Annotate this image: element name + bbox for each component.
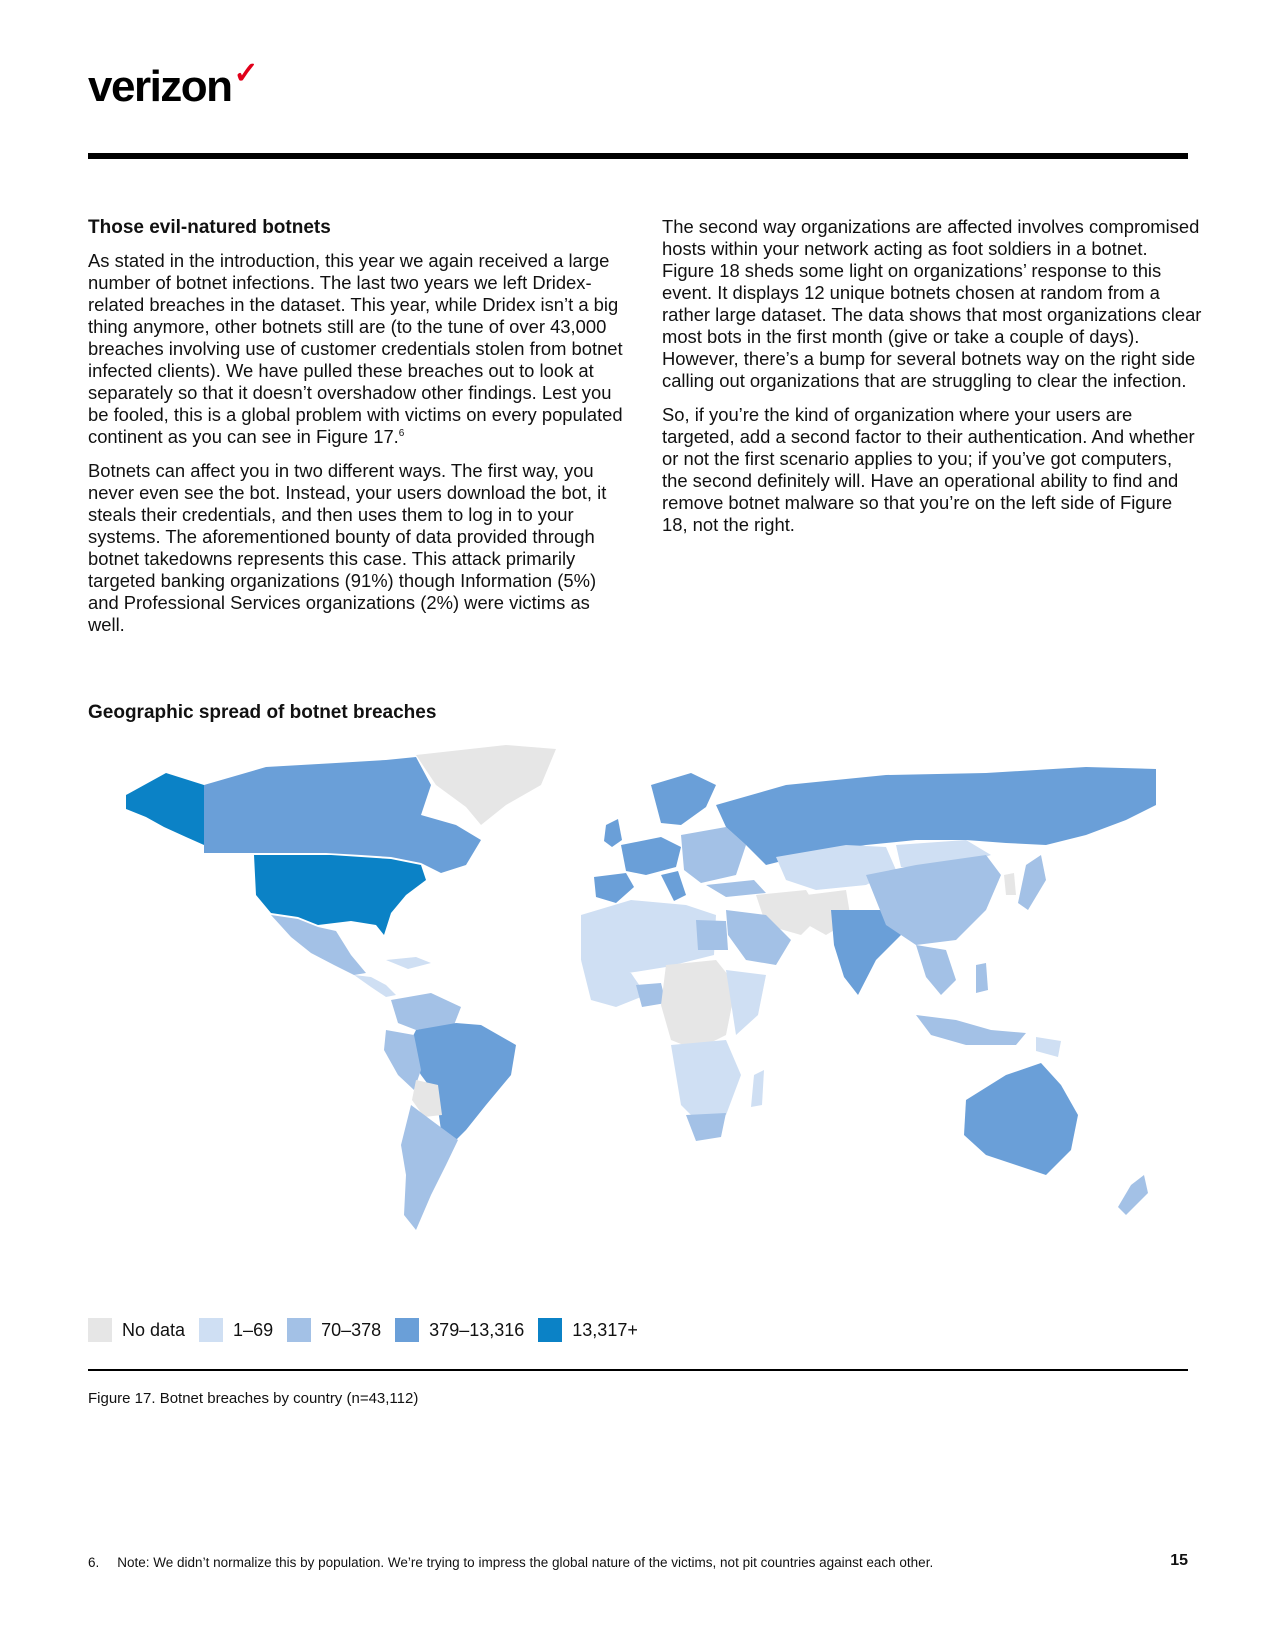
map-region-caribbean	[386, 957, 431, 969]
section-heading: Those evil-natured botnets	[88, 217, 331, 238]
legend-item-13317-plus: 13,317+	[538, 1318, 638, 1342]
legend-swatch	[199, 1318, 223, 1342]
map-region-france-germany	[621, 837, 681, 875]
map-region-central-america	[354, 975, 396, 997]
legend-swatch	[287, 1318, 311, 1342]
header-rule	[88, 153, 1188, 159]
map-region-scandinavia	[651, 773, 716, 825]
logo-wordmark: verizon	[88, 62, 232, 111]
legend-swatch	[88, 1318, 112, 1342]
right-paragraph-1: The second way organizations are affected involves compromised hosts within your network acting as foot soldiers in a botnet. Figure 18 sheds some light on organizations’ response to this event. It displays 12 unique botnets chosen at random from a rather large dataset. The data shows that most organizations clear most bots in the first month (give or take a couple of days). However, there’s a bump for several botnets way on the right side calling out organizations that are struggling to clear the infection.	[662, 216, 1202, 391]
map-region-egypt	[696, 920, 728, 950]
logo-check-icon: ✓	[233, 57, 258, 90]
left-paragraph-2: Botnets can affect you in two different ways. The first way, you never even see the bot. Instead, your users download the bot, it steals their credentials, and then uses them to log in to your systems. The aforementioned bounty of data provided through botnet takedowns represents this case. This attack primarily targeted banking organizations (91%) though Information (5%) and Professional Services organizations (2%) were victims as well.	[88, 460, 607, 635]
legend-swatch	[538, 1318, 562, 1342]
footnote-text: Note: We didn’t normalize this by population. We’re trying to impress the global nature of the victims, not pit countries against each other.	[117, 1555, 934, 1570]
map-region-uk	[604, 819, 622, 847]
map-region-australia	[964, 1063, 1078, 1175]
legend-item-no-data: No data	[88, 1318, 185, 1342]
map-legend	[88, 1318, 652, 1342]
map-region-japan	[1018, 855, 1046, 910]
legend-item-70-378: 70–378	[287, 1318, 381, 1342]
map-region-korea	[1004, 873, 1016, 895]
figure-caption: Figure 17. Botnet breaches by country (n=43,112)	[88, 1390, 419, 1407]
map-region-southeast-asia	[916, 945, 956, 995]
map-region-southern-africa	[671, 1040, 741, 1125]
map-region-east-africa	[726, 970, 766, 1035]
right-column	[662, 216, 1202, 548]
map-region-madagascar	[751, 1070, 764, 1107]
legend-swatch	[395, 1318, 419, 1342]
map-region-south-africa	[686, 1113, 726, 1141]
map-region-papua	[1036, 1037, 1061, 1057]
page-number: 15	[1170, 1552, 1188, 1569]
map-region-central-africa	[661, 960, 736, 1050]
verizon-logo	[88, 57, 258, 112]
map-region-philippines	[976, 963, 988, 993]
map-title: Geographic spread of botnet breaches	[88, 702, 437, 723]
legend-item-379-13316: 379–13,316	[395, 1318, 524, 1342]
footnote-ref[interactable]: 6	[398, 427, 405, 439]
map-region-greenland	[416, 745, 556, 825]
map-region-new-zealand	[1118, 1175, 1148, 1215]
legend-item-1-69: 1–69	[199, 1318, 273, 1342]
figure-rule	[88, 1369, 1188, 1371]
footnote-number: 6.	[88, 1555, 100, 1570]
map-region-iberia	[594, 873, 634, 903]
world-choropleth-map	[86, 745, 1204, 1265]
map-region-alaska	[126, 773, 204, 845]
right-paragraph-2: So, if you’re the kind of organization where your users are targeted, add a second factor to their authentication. And whether or not the first scenario applies to you; if you’ve got computers, the second definitely will. Have an operational ability to find and remove botnet malware so that you’re on the left side of Figure 18, not the right.	[662, 404, 1195, 535]
footnote	[88, 1555, 933, 1570]
map-region-italy	[661, 871, 686, 901]
left-paragraph-1: As stated in the introduction, this year we again received a large number of botnet infections. The last two years we left Dridex-related breaches in the dataset. This year, while Dridex isn’t a big thing anymore, other botnets still are (to the tune of over 43,000 breaches involving use of customer credentials stolen from botnet infected clients). We have pulled these breaches out to look at separately so that it doesn’t overshadow other findings. Lest you be fooled, this is a global problem with victims on every populated continent as you can see in Figure 17.$^6$	[88, 250, 623, 447]
left-column	[88, 216, 628, 648]
map-region-indonesia	[916, 1015, 1026, 1045]
map-region-turkey	[706, 880, 766, 897]
